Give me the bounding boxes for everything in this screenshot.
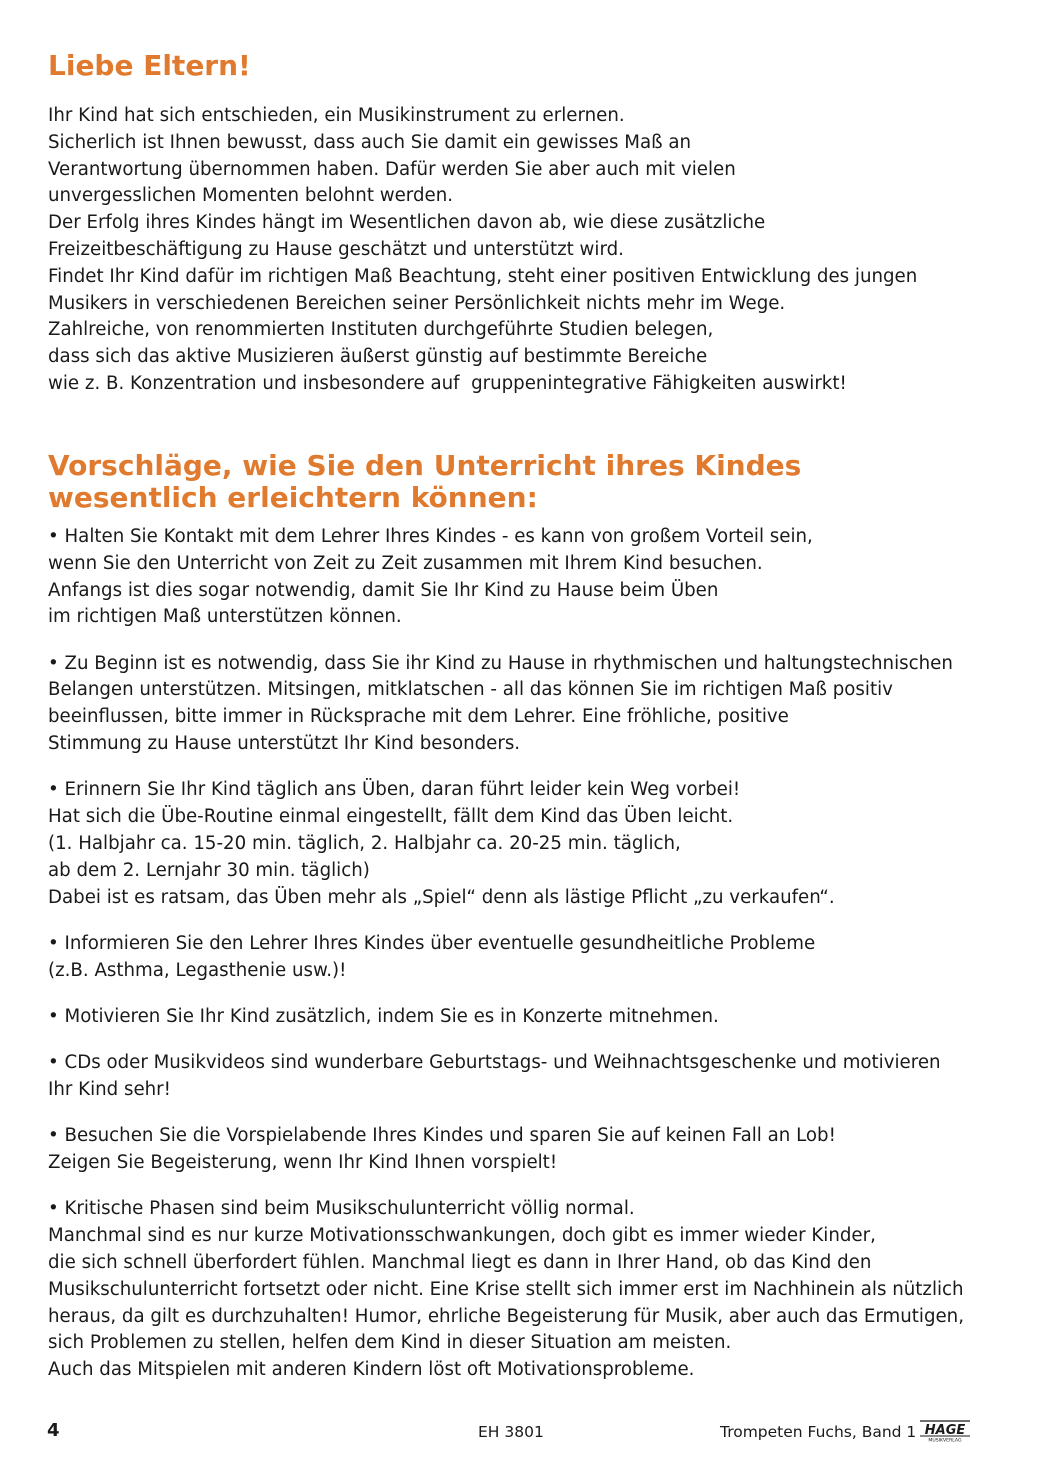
intro-paragraph [48,103,988,398]
bullet-line: (z.B. Asthma, Legasthenie usw.)! [48,959,347,981]
bullet-line: • Besuchen Sie die Vorspielabende Ihres Kindes und sparen Sie auf keinen Fall an Lob! [48,1125,836,1147]
suggestions-list [48,524,1008,1404]
suggestions-heading-line: Vorschläge, wie Sie den Unterricht ihres Kindes [48,449,802,482]
bullet-item [48,1050,1008,1104]
intro-heading: Liebe Eltern! [48,49,251,82]
bullet-line: • Informieren Sie den Lehrer Ihres Kindes über eventuelle gesundheitliche Probleme [48,932,816,954]
bullet-line: (1. Halbjahr ca. 15-20 min. täglich, 2. Halbjahr ca. 20-25 min. täglich, [48,832,681,854]
bullet-line: Belangen unterstützen. Mitsingen, mitklatschen - all das können Sie im richtigen Maß positiv [48,679,893,701]
bullet-line: • CDs oder Musikvideos sind wunderbare Geburtstags- und Weihnachtsgeschenke und motivieren [48,1052,941,1074]
bullet-line: heraus, da gilt es durchzuhalten! Humor, ehrliche Begeisterung für Musik, aber auch das Ermutigen, [48,1305,964,1327]
suggestions-heading [48,450,801,514]
edition-code: EH 3801 [478,1423,544,1441]
intro-line: dass sich das aktive Musizieren äußerst günstig auf bestimmte Bereiche [48,346,708,368]
bullet-line: • Kritische Phasen sind beim Musikschulunterricht völlig normal. [48,1198,635,1220]
suggestions-heading-line: wesentlich erleichtern können: [48,481,538,514]
page-footer [0,1420,1040,1450]
bullet-line: Manchmal sind es nur kurze Motivationsschwankungen, doch gibt es immer wieder Kinder, [48,1225,876,1247]
intro-line: Der Erfolg ihres Kindes hängt im Wesentlichen davon ab, wie diese zusätzliche [48,212,766,234]
bullet-item [48,524,1008,631]
intro-line: Ihr Kind hat sich entschieden, ein Musikinstrument zu erlernen. [48,105,625,126]
bullet-line: • Zu Beginn ist es notwendig, dass Sie ihr Kind zu Hause in rhythmischen und haltungstechnischen [48,652,953,674]
logo-subtext: MUSIKVERLAG [928,1438,962,1442]
hage-logo-icon [920,1420,970,1442]
bullet-line: ab dem 2. Lernjahr 30 min. täglich) [48,859,370,881]
bullet-item [48,1123,1008,1177]
bullet-line: • Halten Sie Kontakt mit dem Lehrer Ihres Kindes - es kann von großem Vorteil sein, [48,526,813,547]
bullet-line: • Motivieren Sie Ihr Kind zusätzlich, indem Sie es in Konzerte mitnehmen. [48,1005,719,1027]
bullet-item [48,1196,1008,1384]
logo-text: HAGE [924,1423,966,1438]
bullet-line: Auch das Mitspielen mit anderen Kindern löst oft Motivationsprobleme. [48,1359,695,1381]
bullet-line: die sich schnell überfordert fühlen. Manchmal liegt es dann in Ihrer Hand, ob das Kind den [48,1252,872,1274]
intro-line: wie z. B. Konzentration und insbesondere auf gruppenintegrative Fähigkeiten auswirkt! [48,372,847,394]
bullet-line: • Erinnern Sie Ihr Kind täglich ans Üben, daran führt leider kein Weg vorbei! [48,779,741,801]
intro-line: Findet Ihr Kind dafür im richtigen Maß Beachtung, steht einer positiven Entwicklung des jungen [48,265,918,287]
bullet-item [48,931,1008,985]
bullet-line: sich Problemen zu stellen, helfen dem Kind in dieser Situation am meisten. [48,1332,732,1354]
intro-line: Musikers in verschiedenen Bereichen seiner Persönlichkeit nichts mehr im Wege. [48,292,786,314]
intro-line: Zahlreiche, von renommierten Instituten durchgeführte Studien belegen, [48,319,714,341]
bullet-item [48,777,1008,911]
bullet-line: wenn Sie den Unterricht von Zeit zu Zeit zusammen mit Ihrem Kind besuchen. [48,552,763,574]
intro-line: Sicherlich ist Ihnen bewusst, dass auch Sie damit ein gewisses Maß an [48,131,692,153]
bullet-line: Ihr Kind sehr! [48,1079,171,1101]
page-number: 4 [47,1420,60,1441]
bullet-line: Anfangs ist dies sogar notwendig, damit Sie Ihr Kind zu Hause beim Üben [48,579,719,601]
intro-line: unvergesslichen Momenten belohnt werden. [48,185,454,207]
bullet-line: beeinflussen, bitte immer in Rücksprache mit dem Lehrer. Eine fröhliche, positive [48,706,789,728]
bullet-line: Zeigen Sie Begeisterung, wenn Ihr Kind Ihnen vorspielt! [48,1152,558,1174]
bullet-line: Stimmung zu Hause unterstützt Ihr Kind besonders. [48,733,521,755]
bullet-line: Hat sich die Übe-Routine einmal eingestellt, fällt dem Kind das Üben leicht. [48,806,734,828]
bullet-line: im richtigen Maß unterstützen können. [48,606,402,628]
bullet-item [48,1004,1008,1031]
intro-line: Verantwortung übernommen haben. Dafür werden Sie aber auch mit vielen [48,158,736,180]
bullet-item [48,651,1008,758]
bullet-line: Dabei ist es ratsam, das Üben mehr als „Spiel“ denn als lästige Pflicht „zu verkaufen“. [48,886,835,908]
book-title: Trompeten Fuchs, Band 1 [720,1423,917,1441]
bullet-line: Musikschulunterricht fortsetzt oder nicht. Eine Krise stellt sich immer erst im Nachhinein als nützlich [48,1278,964,1300]
intro-line: Freizeitbeschäftigung zu Hause geschätzt und unterstützt wird. [48,238,624,260]
